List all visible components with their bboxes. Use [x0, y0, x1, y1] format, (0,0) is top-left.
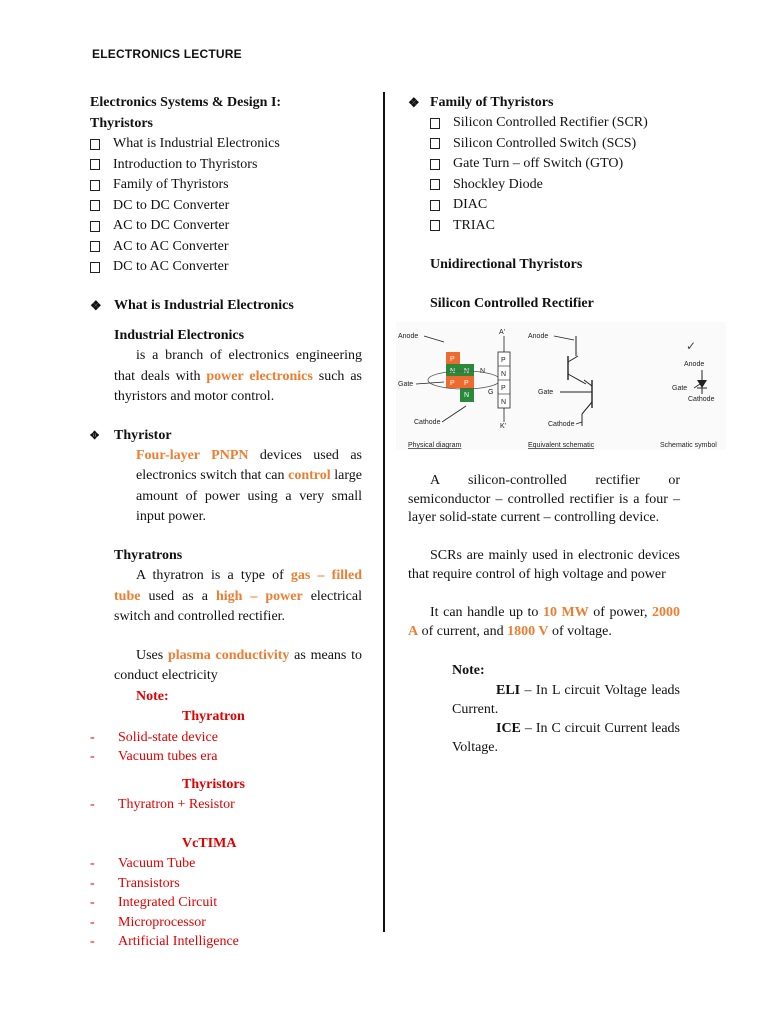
thyratrons-heading: Thyratrons: [114, 547, 183, 563]
section-heading: ✥ Thyristor: [90, 426, 362, 446]
checkbox-icon: [90, 159, 100, 170]
thyratrons-paragraph: A thyratron is a type of gas – filled tube used as a high – power electrical switch and controlled rectifier.: [114, 568, 362, 624]
checkbox-icon: [90, 200, 100, 211]
note-label: Note:: [136, 688, 169, 704]
label-cathode: Cathode: [414, 419, 441, 426]
svg-text:Gate: Gate: [672, 385, 688, 392]
svg-text:N: N: [450, 368, 456, 375]
list-item: - Transistors: [90, 875, 180, 891]
family-item: DIAC: [430, 195, 680, 216]
scr-paragraph-1: A silicon-controlled rectifier or semiconductor – controlled rectifier is a four – layer solid-state current – controlling device.: [408, 473, 680, 525]
scr-heading: Silicon Controlled Rectifier: [430, 295, 594, 311]
toc-item: DC to AC Converter: [90, 257, 362, 278]
checkbox-icon: [430, 220, 440, 231]
list-item: - Thyratron + Resistor: [90, 797, 235, 812]
svg-text:N: N: [464, 392, 470, 399]
thyristor-paragraph: Four-layer PNPN devices used as electronics switch that can control large amount of power using a very small input power.: [136, 447, 362, 524]
toc-item: DC to DC Converter: [90, 196, 362, 217]
vctima-label: VcTIMA: [182, 835, 237, 851]
svg-text:Anode: Anode: [684, 361, 705, 368]
checkbox-icon: [90, 180, 100, 191]
toc-list: [90, 134, 362, 278]
doc-title: Electronics Systems & Design I:: [90, 95, 282, 110]
list-item: - Vacuum tubes era: [90, 749, 218, 764]
thyristors-label: Thyristors: [182, 776, 245, 792]
ie-paragraph: is a branch of electronics engineering that deals with power electronics such as thyristors and motor control.: [114, 348, 362, 404]
svg-text:P: P: [501, 357, 506, 364]
section-heading: ❖ Family of Thyristors: [408, 93, 680, 113]
svg-text:P: P: [450, 380, 455, 387]
svg-text:Anode: Anode: [528, 333, 549, 340]
ie-heading: Industrial Electronics: [114, 327, 245, 343]
toc-item: Family of Thyristors: [90, 175, 362, 196]
svg-text:K': K': [500, 423, 507, 430]
check-mark-icon: ✓: [686, 339, 697, 353]
label-anode: Anode: [398, 333, 419, 340]
left-column: [90, 93, 362, 952]
toc-item: What is Industrial Electronics: [90, 134, 362, 155]
list-item: - Vacuum Tube: [90, 856, 196, 871]
diamond-bullet-icon: ❖: [408, 95, 420, 110]
caption-symbol: Schematic symbol: [660, 442, 717, 449]
checkbox-icon: [430, 179, 440, 190]
column-divider: [383, 92, 385, 932]
toc-item: Introduction to Thyristors: [90, 155, 362, 176]
page-header: ELECTRONICS LECTURE: [92, 47, 242, 61]
diamond-bullet-icon: ❖: [90, 297, 102, 313]
family-list: [408, 113, 680, 236]
checkbox-icon: [430, 200, 440, 211]
svg-text:N: N: [480, 368, 486, 375]
note-label: Note:: [452, 662, 485, 678]
checkbox-icon: [90, 221, 100, 232]
family-item: Silicon Controlled Switch (SCS): [430, 134, 680, 155]
scr-figure: [396, 322, 726, 462]
section-heading: ❖ What is Industrial Electronics: [90, 296, 362, 316]
doc-subtitle: Thyristors: [90, 115, 153, 131]
svg-text:P: P: [450, 356, 455, 363]
list-item: - Artificial Intelligence: [90, 934, 239, 949]
svg-text:N: N: [464, 368, 470, 375]
checkbox-icon: [90, 139, 100, 150]
label-gate: Gate: [398, 381, 414, 388]
svg-text:Cathode: Cathode: [548, 421, 575, 428]
diamond-bullet-icon: ✥: [90, 429, 100, 442]
svg-text:N: N: [501, 371, 507, 378]
scr-paragraph-3: It can handle up to 10 MW of power, 2000 A of current, and 1800 V of voltage.: [408, 604, 681, 639]
thyratron-label: Thyratron: [182, 709, 245, 724]
checkbox-icon: [430, 118, 440, 129]
unidirectional-heading: Unidirectional Thyristors: [430, 257, 583, 272]
checkbox-icon: [430, 159, 440, 170]
caption-physical: Physical diagram: [408, 442, 462, 449]
family-item: Shockley Diode: [430, 175, 680, 196]
toc-item: AC to AC Converter: [90, 237, 362, 258]
svg-text:G: G: [488, 389, 494, 396]
family-item: Silicon Controlled Rectifier (SCR): [430, 113, 680, 134]
svg-text:P: P: [464, 380, 469, 387]
caption-equivalent: Equivalent schematic: [528, 442, 595, 449]
uses-paragraph: Uses plasma conductivity as means to conduct electricity: [114, 647, 362, 683]
ice-note: ICE – In C circuit Current leads Voltage.: [452, 721, 680, 755]
svg-text:A': A': [499, 329, 506, 336]
scr-paragraph-2: SCRs are mainly used in electronic devices that require control of high voltage and power: [408, 547, 680, 582]
family-item: Gate Turn – off Switch (GTO): [430, 154, 680, 175]
svg-text:Gate: Gate: [538, 389, 554, 396]
list-item: - Solid-state device: [90, 729, 218, 745]
family-item: TRIAC: [430, 216, 680, 237]
toc-item: AC to DC Converter: [90, 216, 362, 237]
list-item: - Integrated Circuit: [90, 895, 218, 910]
right-column: [398, 93, 717, 757]
svg-text:P: P: [501, 385, 506, 392]
list-item: - Microprocessor: [90, 914, 206, 930]
svg-text:N: N: [501, 399, 507, 406]
checkbox-icon: [430, 138, 440, 149]
svg-text:Cathode: Cathode: [688, 396, 715, 403]
checkbox-icon: [90, 241, 100, 252]
checkbox-icon: [90, 262, 100, 273]
eli-note: ELI – In L circuit Voltage leads Current.: [452, 683, 680, 717]
